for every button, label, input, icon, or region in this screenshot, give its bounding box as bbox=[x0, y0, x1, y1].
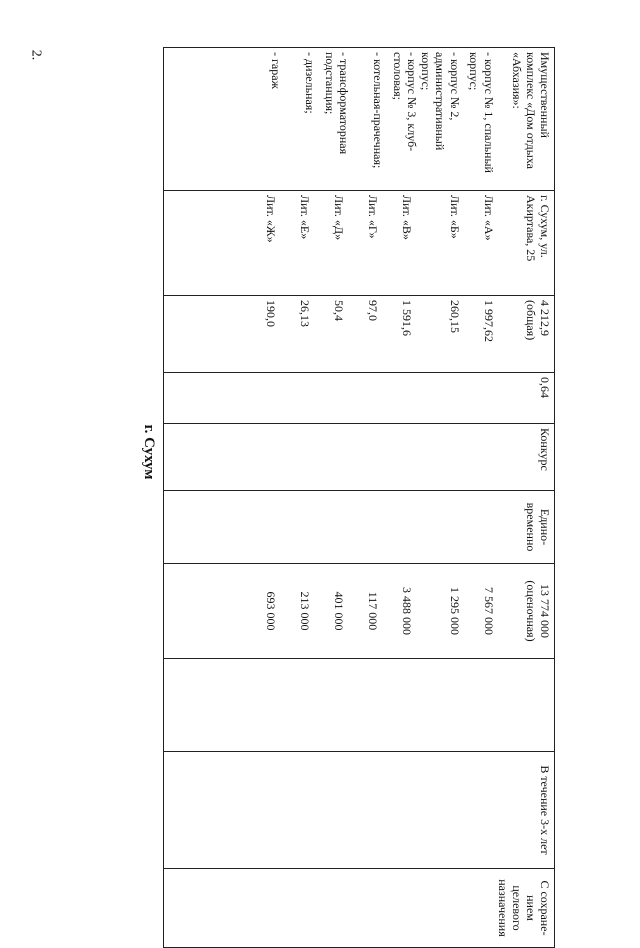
condition-cell: С сохране-нием целевого назначения bbox=[164, 869, 555, 948]
term-cell: В течение 3-х лет bbox=[164, 752, 555, 869]
area-item: 97,0 bbox=[366, 300, 380, 321]
address-item: Лит. «Г» bbox=[366, 195, 380, 239]
address-item: Лит. «Б» bbox=[448, 195, 462, 239]
name-item: - корпус № 3, клуб-столовая; bbox=[390, 52, 420, 152]
area-item: 260,15 bbox=[448, 300, 462, 333]
price-main: 13 774 000 (оценочная) bbox=[523, 580, 552, 642]
address-item: Лит. «Е» bbox=[298, 195, 312, 240]
name-main: Имущественный комплекс «Дом отдыха «Абхазия»: bbox=[509, 52, 552, 169]
name-item: - котельная-прачечная; bbox=[371, 52, 386, 169]
rotated-sheet bbox=[85, 47, 555, 937]
area-item: 1 997,62 bbox=[482, 300, 496, 342]
method-cell: Конкурс bbox=[164, 424, 555, 491]
name-cell bbox=[164, 48, 555, 191]
area-item: 1 591,6 bbox=[400, 300, 414, 336]
address-main: г. Сухум, ул. Акиртава, 25 bbox=[523, 195, 552, 262]
city-heading: г. Сухум bbox=[141, 424, 157, 480]
page-number: 2. bbox=[28, 49, 44, 61]
name-item: - дизельная; bbox=[303, 52, 318, 114]
table-row bbox=[164, 48, 555, 948]
address-item: Лит. «А» bbox=[482, 195, 496, 241]
empty-cell bbox=[164, 659, 555, 752]
price-item: 1 295 000 bbox=[448, 587, 462, 635]
address-item: Лит. «Д» bbox=[332, 195, 346, 241]
area-item: 50,4 bbox=[332, 300, 346, 321]
price-item: 213 000 bbox=[298, 591, 312, 631]
area-item: 190,0 bbox=[264, 300, 278, 327]
address-item: Лит. «Ж» bbox=[264, 195, 278, 243]
address-cell bbox=[164, 191, 555, 296]
name-item: - гараж bbox=[269, 52, 284, 89]
property-table bbox=[163, 47, 555, 948]
name-item: - трансформаторная подстанция; bbox=[322, 52, 352, 155]
address-item: Лит. «В» bbox=[400, 195, 414, 240]
area-main: 4 212,9 (общая) bbox=[523, 300, 552, 341]
area-cell bbox=[164, 296, 555, 373]
name-item: - корпус № 2, административный корпус; bbox=[419, 52, 462, 151]
price-item: 693 000 bbox=[264, 591, 278, 631]
price-cell bbox=[164, 564, 555, 659]
price-item: 117 000 bbox=[366, 591, 380, 631]
area-item: 26,13 bbox=[298, 300, 312, 327]
price-item: 401 000 bbox=[332, 591, 346, 631]
share-cell: 0,64 bbox=[164, 373, 555, 424]
price-item: 7 567 000 bbox=[482, 587, 496, 635]
name-item: - корпус № 1, спальный корпус; bbox=[467, 52, 496, 173]
price-item: 3 488 000 bbox=[400, 587, 414, 635]
period-cell: Едино-временно bbox=[164, 491, 555, 564]
